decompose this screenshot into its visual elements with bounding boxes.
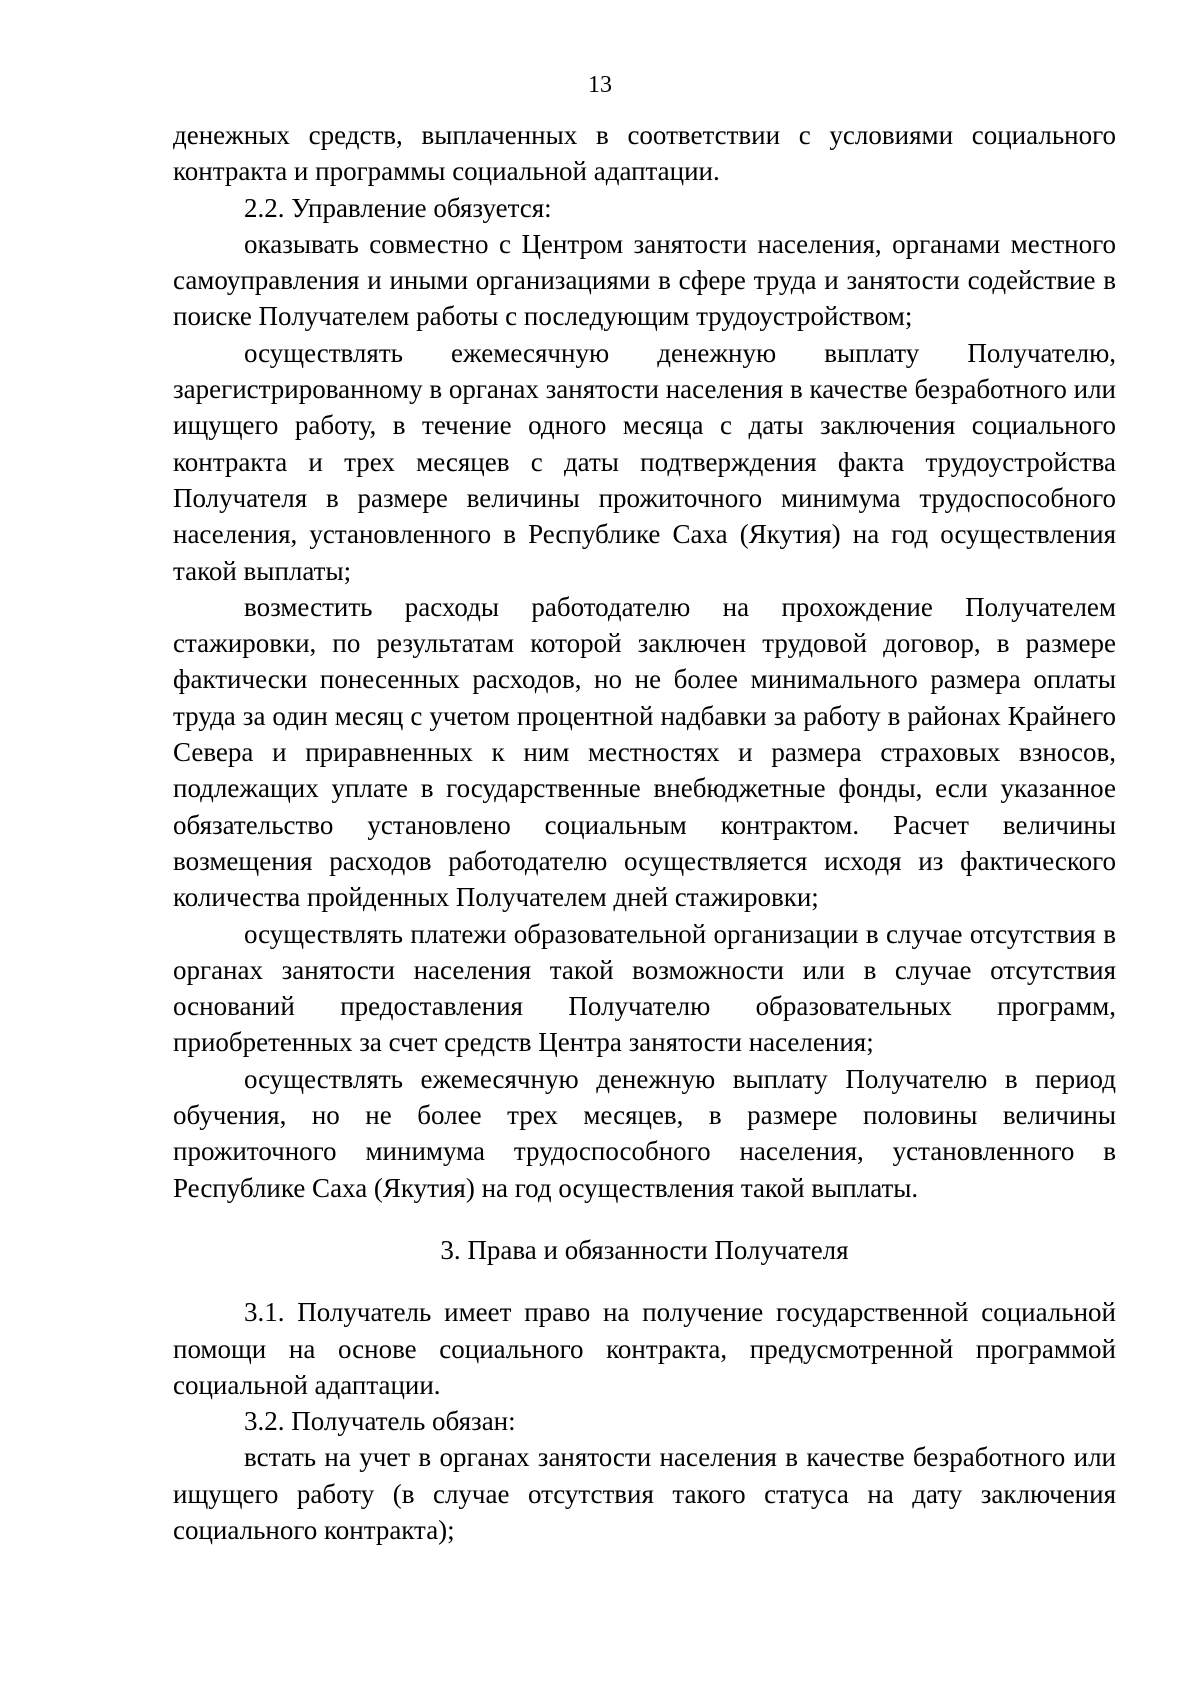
recipient-obligation-registration: встать на учет в органах занятости населения в качестве безработного или ищущего работу (в случае отсутствия такого статуса на дату заключения социального контракта); — [173, 1442, 1116, 1545]
clause-2-2-heading: 2.2. Управление обязуется: — [244, 192, 552, 223]
obligation-employment-assistance: оказывать совместно с Центром занятости населения, органами местного самоуправления и иными организациями в сфере труда и занятости содействие в поиске Получателем работы с последующим трудоустройством; — [173, 228, 1116, 332]
clause-3-2-heading: 3.2. Получатель обязан: — [244, 1406, 516, 1437]
page-number: 13 — [588, 72, 612, 98]
section-3-heading: 3. Права и обязанности Получателя — [440, 1234, 849, 1265]
obligation-education-payments: осуществлять платежи образовательной организации в случае отсутствия в органах занятости населения такой возможности или в случае отсутствия оснований предоставления Получателю образовательных программ, приобретенных за счет средств Центра занятости населения; — [173, 918, 1116, 1058]
obligation-training-period-payment: осуществлять ежемесячную денежную выплату Получателю в период обучения, но не более трех месяцев, в размере половины величины прожиточного минимума трудоспособного населения, установленного в Республике Саха (Якутия) на год осуществления такой выплаты. — [173, 1063, 1116, 1203]
obligation-monthly-payment: осуществлять ежемесячную денежную выплату Получателю, зарегистрированному в органах занятости населения в качестве безработного или ищущего работу, в течение одного месяца с даты заключения социального контракта и трех месяцев с даты подтверждения факта трудоустройства Получателя в размере величины прожиточного минимума трудоспособного населения, установленного в Республике Саха (Якутия) на год осуществления такой выплаты; — [173, 337, 1116, 586]
clause-3-1: 3.1. Получатель имеет право на получение государственной социальной помощи на основе социального контракта, предусмотренной программой социальной адаптации. — [173, 1297, 1116, 1400]
obligation-employer-reimbursement: возместить расходы работодателю на прохождение Получателем стажировки, по результатам которой заключен трудовой договор, в размере фактически понесенных расходов, но не более минимального размера оплаты труда за один месяц с учетом процентной надбавки за работу в районах Крайнего Севера и приравненных к ним местностях и размера страховых взносов, подлежащих уплате в государственные внебюджетные фонды, если указанное обязательство установлено социальным контрактом. Расчет величины возмещения расходов работодателю осуществляется исходя из фактического количества пройденных Получателем дней стажировки; — [173, 591, 1116, 913]
paragraph-continuation: денежных средств, выплаченных в соответствии с условиями социального контракта и программы социальной адаптации. — [173, 120, 1116, 187]
document-body — [173, 117, 1116, 1548]
